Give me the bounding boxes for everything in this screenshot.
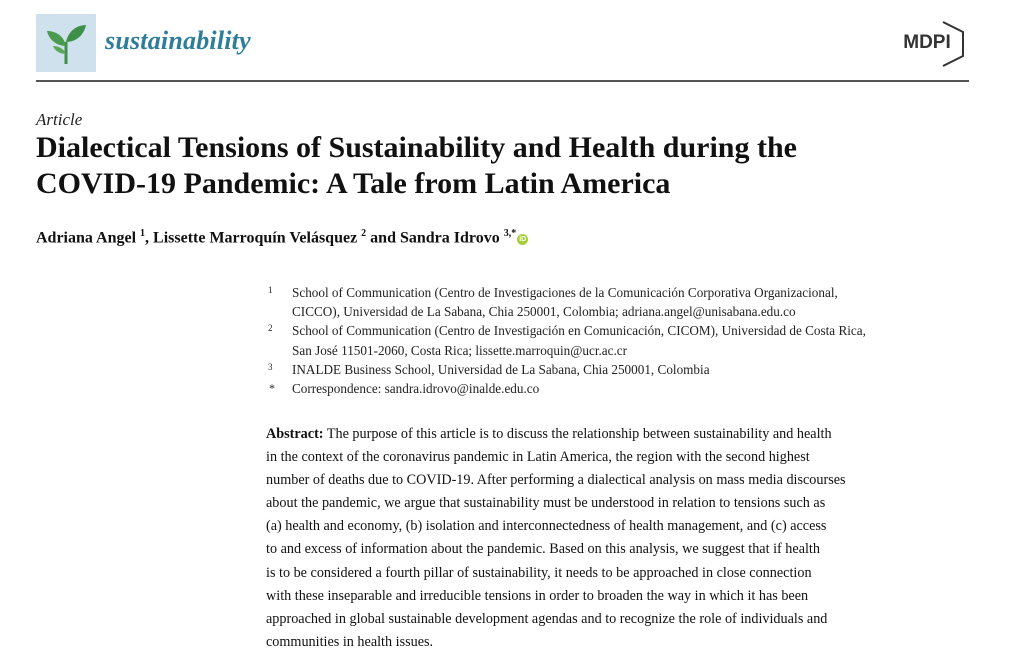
author-separator: and (366, 229, 400, 247)
publisher-name: MDPI (903, 32, 951, 53)
affiliation-mark: 3 (268, 361, 273, 372)
abstract-line (266, 423, 972, 446)
author-affil-mark: 2 (361, 228, 367, 239)
author-name[interactable]: Adriana Angel (36, 229, 137, 247)
leaf-sprout-icon (43, 20, 89, 66)
author-list (36, 228, 528, 247)
title-line: COVID-19 Pandemic: A Tale from Latin America (36, 167, 671, 200)
affiliation-item (266, 360, 966, 379)
abstract-line: number of deaths due to COVID-19. After performing a dialectical analysis on mass media discourses (266, 472, 846, 489)
affiliations (266, 283, 966, 398)
abstract (266, 423, 972, 654)
abstract-line: approached in global sustainable development agendas and to recognize the role of individuals and (266, 610, 828, 627)
author-name[interactable]: Lissette Marroquín Velásquez (153, 229, 358, 247)
author-name[interactable]: Sandra Idrovo (399, 229, 500, 247)
affiliation-mark: 1 (268, 285, 273, 295)
orcid-icon[interactable]: iD (519, 236, 527, 244)
affiliation-item (266, 379, 966, 398)
abstract-line: with these inseparable and irreducible tensions in order to broaden the way in which it has been (266, 587, 809, 604)
affiliation-line: San José 11501-2060, Costa Rica; lissette.marroquin@ucr.ac.cr (292, 342, 628, 358)
correspondence-line: Correspondence: sandra.idrovo@inalde.edu.co (292, 381, 540, 397)
affiliation-item (266, 283, 966, 321)
journal-logo[interactable] (36, 14, 96, 72)
abstract-text: The purpose of this article is to discuss the relationship between sustainability and health (323, 426, 832, 442)
affiliation-line: School of Communication (Centro de Investigación en Comunicación, CICOM), Universidad de Costa Rica, (292, 323, 866, 339)
title-line: Dialectical Tensions of Sustainability and Health during the (36, 131, 797, 164)
affiliation-line: School of Communication (Centro de Investigaciones de la Comunicación Corporativa Organizacional, (292, 285, 838, 300)
article-type: Article (36, 110, 83, 129)
article-title (36, 130, 956, 202)
publisher-logo[interactable] (889, 20, 967, 68)
journal-header (36, 14, 969, 82)
header-divider (36, 80, 969, 82)
journal-name[interactable]: sustainability (105, 26, 251, 55)
affiliation-line: CICCO), Universidad de La Sabana, Chia 250001, Colombia; adriana.angel@unisabana.edu.co (292, 304, 796, 320)
author-affil-mark: 1 (140, 228, 146, 239)
abstract-label: Abstract: (266, 426, 324, 442)
abstract-line: about the pandemic, we argue that sustainability must be understood in relation to tensions such as (266, 495, 826, 512)
abstract-line: in the context of the coronavirus pandemic in Latin America, the region with the second highest (266, 449, 810, 466)
abstract-line: (a) health and economy, (b) isolation and interconnectedness of health management, and (c) access (266, 518, 827, 535)
affiliation-item (266, 321, 966, 359)
affiliation-line: INALDE Business School, Universidad de La Sabana, Chia 250001, Colombia (292, 361, 710, 377)
author-separator: , (145, 229, 154, 247)
abstract-line: to and excess of information about the pandemic. Based on this analysis, we suggest that if health (266, 541, 820, 558)
affiliation-mark: 2 (268, 323, 273, 334)
affiliation-mark: * (269, 381, 275, 396)
abstract-line: is to be considered a fourth pillar of sustainability, it needs to be approached in close connection (266, 564, 812, 581)
abstract-line: communities in health issues. (266, 633, 434, 650)
author-affil-mark: 3,* (503, 228, 517, 239)
